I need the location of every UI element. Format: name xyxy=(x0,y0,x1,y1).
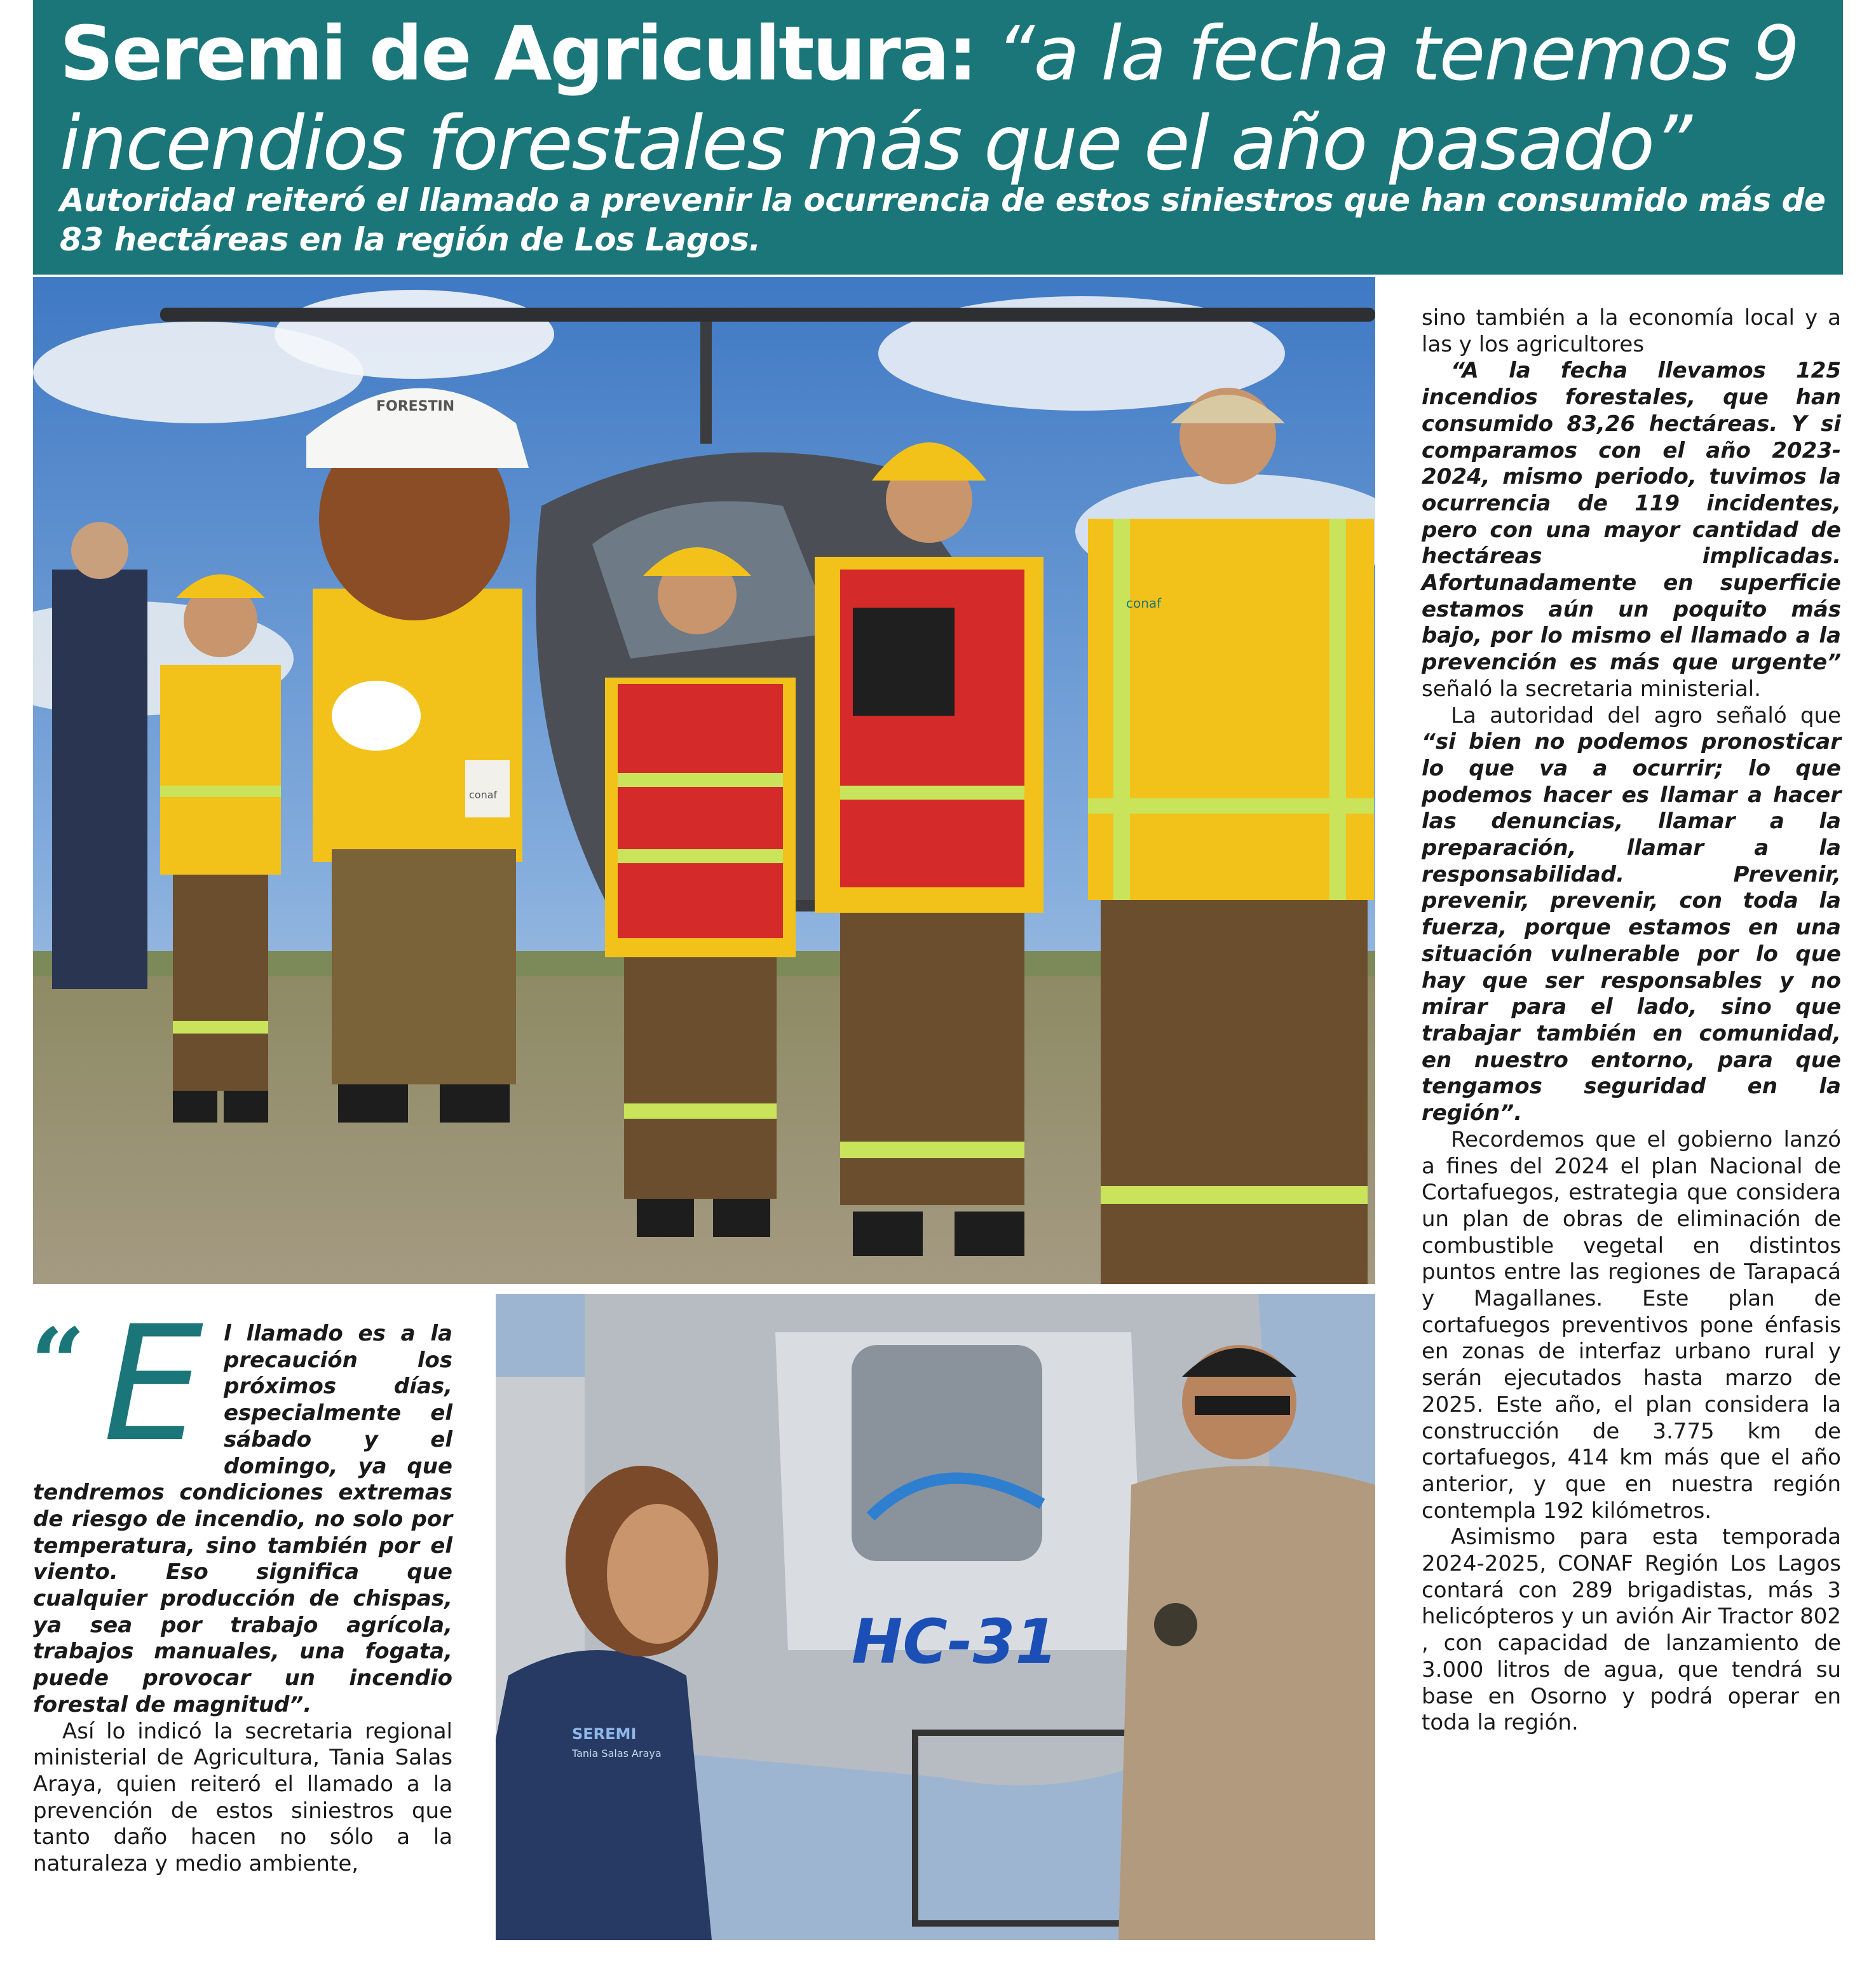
article-column-right xyxy=(1422,305,1841,1737)
quote-statistics: “A la fecha llevamos 125 incendios forestales, que han consumido 83,26 hectáreas. Y si comparamos con el año 2023-2024, mismo periodo, tuvimos la ocurrencia de 119 incidentes, pero con una mayor cantidad de hectáreas implicadas. Afortunadamente en superficie estamos aún un poquito más bajo, por lo mismo el llamado a la prevención es más que urgente” xyxy=(1422,358,1841,676)
brigadista-4 xyxy=(1088,388,1374,1284)
photo-brigadistas-illustration xyxy=(33,277,1375,1284)
photo-brigadistas xyxy=(33,277,1375,1284)
photo-helicopter-illustration xyxy=(496,1294,1375,1940)
mascot-forestin xyxy=(306,388,529,1123)
brigadista-3 xyxy=(815,442,1043,1256)
mascot-cap-text: FORESTIN xyxy=(376,399,455,414)
drop-cap: E xyxy=(103,1292,203,1477)
paragraph-conaf-resources: Asimismo para esta temporada 2024-2025, CONAF Región Los Lagos contará con 289 brigadistas, más 3 helicópteros y un avión Air Tractor 802 , con capacidad de lanzamiento de 3.000 litros de agua, que tendrá su base en Osorno y podrá operar en toda la región. xyxy=(1422,1524,1841,1736)
quote-prevention: “si bien no podemos pronosticar lo que va a ocurrir; lo que podemos hacer es llamar a hacer las denuncias, llamar a la preparación, llamar a la responsabilidad. Prevenir, prevenir, prevenir, con toda la fuerza, porque estamos en una situación vulnerable por lo que hay que ser responsables y no mirar para el lado, sino que trabajar también en comunidad, en nuestro entorno, para que tengamos seguridad en la región”. xyxy=(1422,729,1841,1126)
helicopter-code-text: HC-31 xyxy=(852,1606,1058,1677)
paragraph-quote-statistics xyxy=(1422,358,1841,702)
headline-quote: “a la fecha tenemos 9 incendios forestales más que el año pasado” xyxy=(60,10,1798,187)
headline xyxy=(60,9,1833,188)
paragraph-quote-prevention xyxy=(1422,703,1841,1127)
bystander-figure xyxy=(52,570,147,989)
jacket-brand-text: SEREMI xyxy=(572,1725,637,1743)
quote-mark-icon: “ xyxy=(31,1307,86,1419)
jacket-name-text: Tania Salas Araya xyxy=(572,1747,662,1759)
quote-attribution: señaló la secretaria ministerial. xyxy=(1422,676,1761,702)
pouch-logo-text: conaf xyxy=(469,789,498,801)
pull-quote: l llamado es a la precaución los próximos días, especialmente el sábado y el domingo, ya que tendremos condiciones extremas de riesgo de incendio, no solo por temperatura, sino también por el viento. Eso significa que cualquier producción de chispas, ya sea por trabajo agrícola, trabajos manuales, una fogata, puede provocar un incendio forestal de magnitud”. xyxy=(33,1321,452,1717)
photo-helicopter-visit xyxy=(496,1294,1375,1940)
header-banner xyxy=(33,0,1843,275)
paragraph-plan-cortafuegos: Recordemos que el gobierno lanzó a fines del 2024 el plan Nacional de Cortafuegos, estrategia que considera un plan de obras de eliminación de combustible vegetal en distintos puntos entre las regiones de Tarapacá y Magallanes. Este plan de cortafuegos preventivos pone énfasis en zonas de interfaz urbano rural y serán ejecutados hasta marzo de 2025. Este año, el plan considera la construcción de 3.775 km de cortafuegos, 414 km más que el año anterior, y que en nuestra región contempla 192 kilómetros. xyxy=(1422,1126,1841,1524)
quote-lead: La autoridad del agro señaló que xyxy=(1451,702,1841,728)
article-column-left xyxy=(31,1292,452,1878)
paragraph-continuation: sino también a la economía local y a las y los agricultores xyxy=(1422,305,1841,357)
paragraph-intro: Así lo indicó la secretaria regional ministerial de Agricultura, Tania Salas Araya, quien reiteró el llamado a la prevención de estos siniestros que tanto daño hacen no sólo a la naturaleza y medio ambiente, xyxy=(33,1718,452,1877)
subheadline: Autoridad reiteró el llamado a prevenir la ocurrencia de estos siniestros que han consumido más de 83 hectáreas en la región de Los Lagos. xyxy=(60,182,1826,258)
vest-logo-text: conaf xyxy=(1126,596,1162,611)
headline-strong: Seremi de Agricultura: xyxy=(60,10,976,97)
